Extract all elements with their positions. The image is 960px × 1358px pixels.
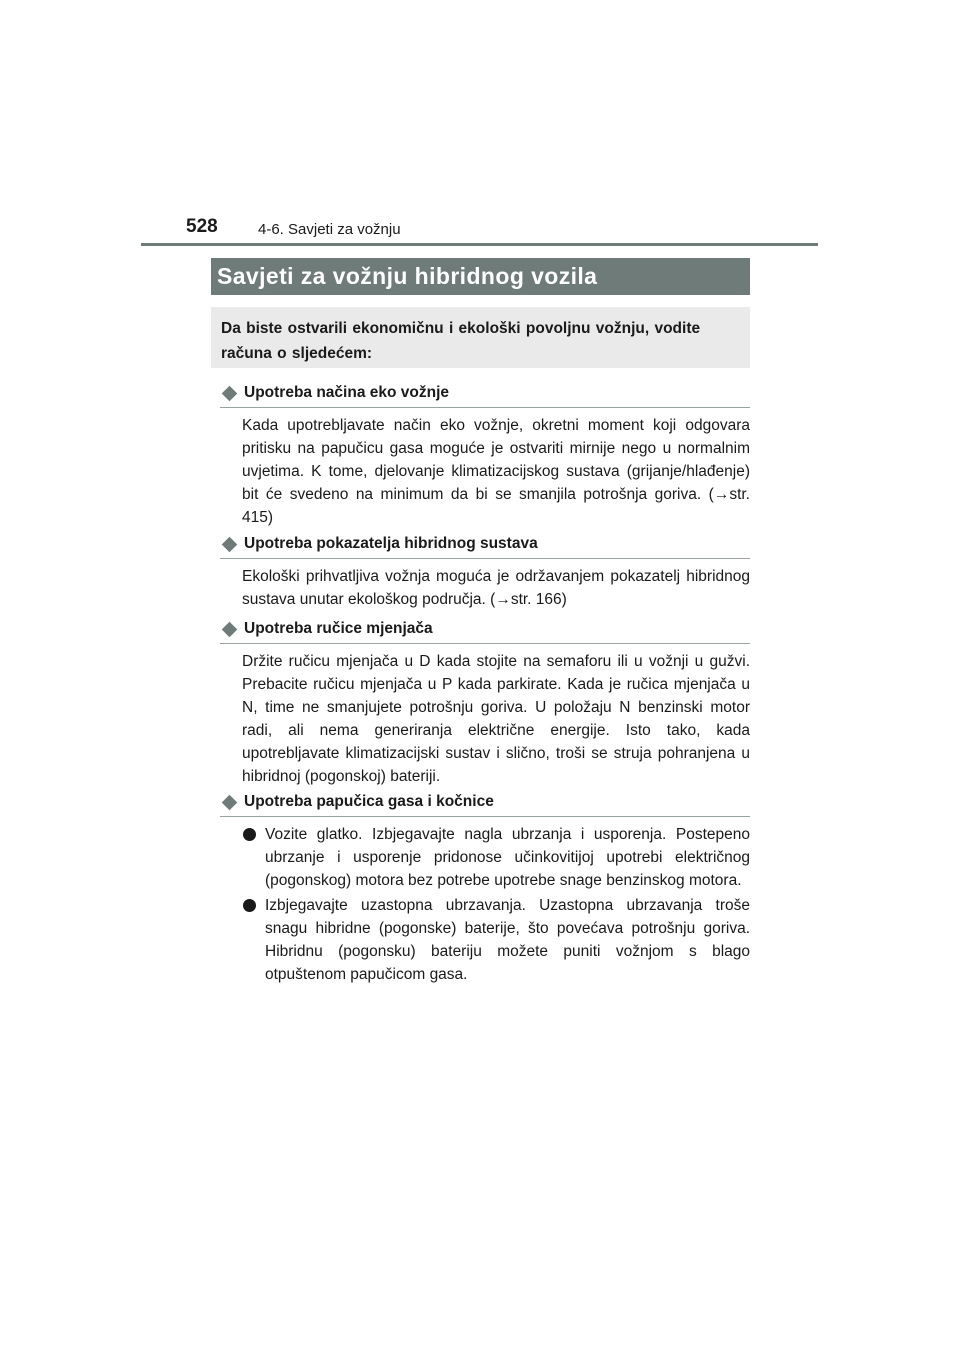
section-heading — [220, 791, 750, 817]
page-number: 528 — [186, 216, 218, 237]
page-title: Savjeti za vožnju hibridnog vozila — [211, 258, 750, 295]
section-heading — [220, 382, 750, 408]
section-heading-label: Upotreba pokazatelja hibridnog sustava — [244, 535, 538, 552]
section-body: Držite ručicu mjenjača u D kada stojite na semaforu ili u vožnji u gužvi. Prebacite ručicu mjenjača u P kada parkirate. Kada je ručica mjenjača u N, time ne smanjujete potrošnju goriva. U položaju N benzinski motor radi, ali nema generiranja električne energije. Isto tako, kada upotrebljavate klimatizacijski sustav i slično, troši se struja pohranjena u hibridnoj (pogonskoj) bateriji. — [242, 653, 750, 785]
diamond-bullet-icon — [222, 536, 238, 552]
section-heading-label: Upotreba načina eko vožnje — [244, 384, 449, 401]
header-rule — [141, 243, 818, 246]
list-item — [242, 894, 750, 986]
section-heading-label: Upotreba ručice mjenjača — [244, 620, 433, 637]
section-body: Kada upotrebljavate način eko vožnje, okretni moment koji odgovara pritisku na papučicu gasa moguće je ostvariti mirnije nego u normalnim uvjetima. K tome, djelovanje klimatizacijskog sustava (grijanje/hlađenje) bit će svedeno na minimum da bi se smanjila potrošnja goriva. (→str. 415) — [242, 417, 750, 526]
diamond-bullet-icon — [222, 794, 238, 810]
diamond-bullet-icon — [222, 621, 238, 637]
round-bullet-icon — [243, 828, 256, 841]
section-heading — [220, 533, 750, 559]
section-heading-label: Upotreba papučica gasa i kočnice — [244, 793, 494, 810]
section-eco-mode — [220, 382, 750, 529]
section-shift-lever — [220, 618, 750, 788]
list-item-text: Vozite glatko. Izbjegavajte nagla ubrzanja i usporenja. Postepeno ubrzanje i usporenje pridonose učinkovitijoj upotrebi električnog (pogonskog) motora bez potrebe upotrebe snage benzinskog motora. — [265, 826, 750, 889]
running-head: 4-6. Savjeti za vožnju — [258, 221, 401, 238]
section-heading — [220, 618, 750, 644]
round-bullet-icon — [243, 899, 256, 912]
section-body: Ekološki prihvatljiva vožnja moguća je održavanjem pokazatelj hibridnog sustava unutar ekološkog područja. (→str. 166) — [242, 568, 750, 608]
list-item-text: Izbjegavajte uzastopna ubrzavanja. Uzastopna ubrzavanja troše snagu hibridne (pogonske) baterije, što povećava potrošnju goriva. Hibridnu (pogonsku) bateriju možete puniti vožnjom s blago otpuštenom papučicom gasa. — [265, 897, 750, 983]
list-item — [242, 823, 750, 892]
intro-text: Da biste ostvarili ekonomičnu i ekološki povoljnu vožnju, vodite računa o sljedećem: — [221, 320, 701, 362]
section-pedals — [220, 791, 750, 986]
section-hybrid-indicator — [220, 533, 750, 611]
intro-box — [211, 307, 750, 368]
diamond-bullet-icon — [222, 385, 238, 401]
